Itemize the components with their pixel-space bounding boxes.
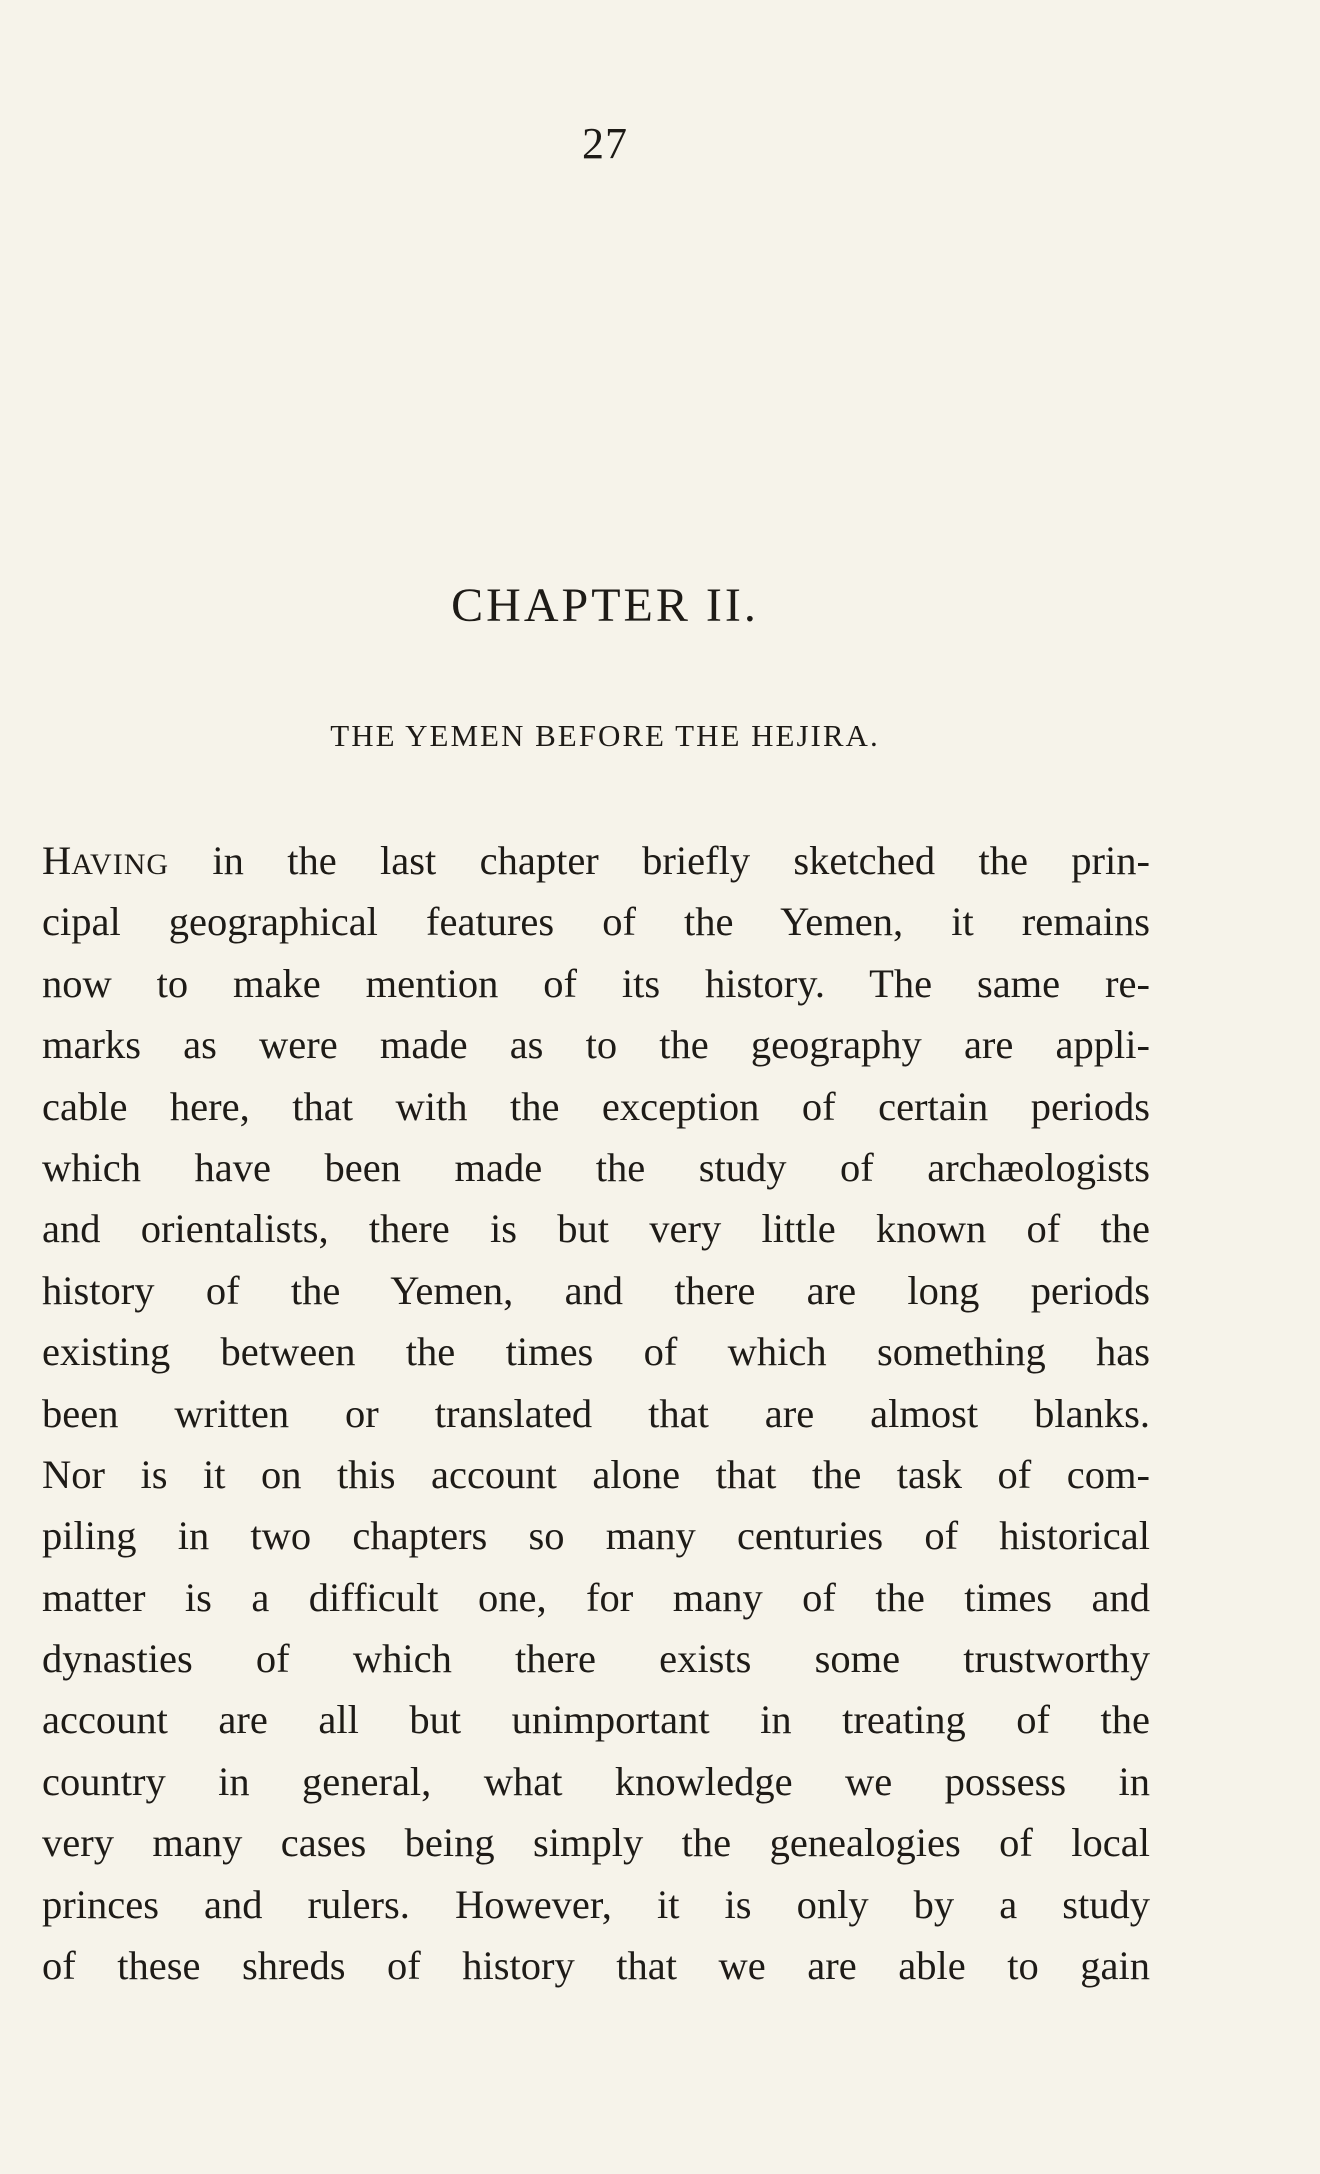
text-line: now to make mention of its history. The same re-	[42, 960, 1150, 1006]
text-line: piling in two chapters so many centuries of historical	[42, 1513, 1150, 1559]
opening-word-rest: AVING	[71, 848, 170, 881]
text-line: matter is a difficult one, for many of the times and	[42, 1574, 1150, 1620]
body-paragraph	[42, 830, 1150, 1996]
text-line: dynasties of which there exists some trustworthy	[42, 1636, 1150, 1682]
text-line: cable here, that with the exception of certain periods	[42, 1083, 1150, 1129]
text-line: country in general, what knowledge we possess in	[42, 1758, 1150, 1804]
text-line	[42, 830, 1150, 891]
page-number: 27	[582, 119, 628, 168]
chapter-subtitle: THE YEMEN BEFORE THE HEJIRA.	[330, 718, 880, 753]
text-line-content: in the last chapter briefly sketched the prin-	[169, 838, 1150, 883]
chapter-title: CHAPTER II.	[451, 579, 759, 632]
text-line: been written or translated that are almost blanks.	[42, 1390, 1150, 1436]
text-line: of these shreds of history that we are able to gain	[42, 1943, 1150, 1989]
text-line: Nor is it on this account alone that the task of com-	[42, 1451, 1150, 1497]
text-line: and orientalists, there is but very little known of the	[42, 1206, 1150, 1252]
text-line: history of the Yemen, and there are long periods	[42, 1267, 1150, 1313]
opening-word	[42, 838, 169, 883]
text-line: cipal geographical features of the Yemen, it remains	[42, 899, 1150, 945]
text-line: which have been made the study of archæologists	[42, 1144, 1150, 1190]
opening-word-initial: H	[42, 838, 72, 883]
text-line: marks as were made as to the geography are appli-	[42, 1022, 1150, 1068]
text-line: very many cases being simply the genealogies of local	[42, 1820, 1150, 1866]
text-line: existing between the times of which something has	[42, 1329, 1150, 1375]
text-line: princes and rulers. However, it is only by a study	[42, 1881, 1150, 1927]
text-line: account are all but unimportant in treating of the	[42, 1697, 1150, 1743]
